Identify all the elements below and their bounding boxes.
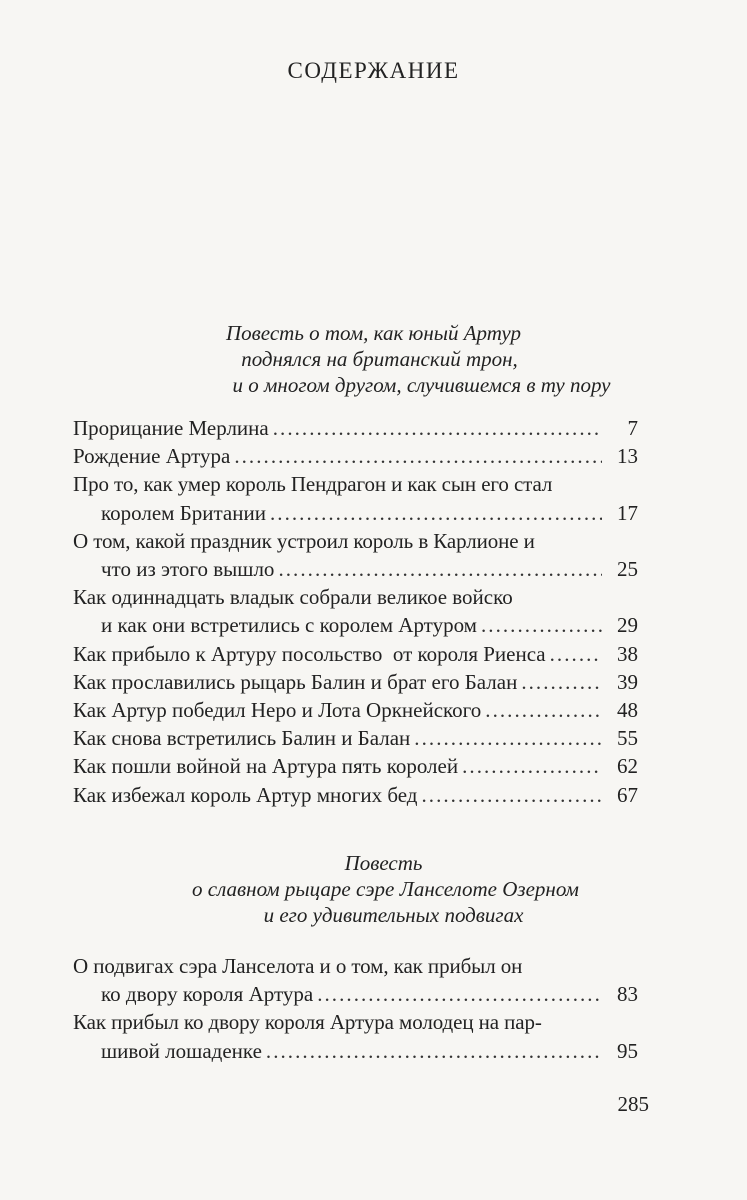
leader-dots	[278, 555, 602, 583]
page-number: 17	[617, 500, 638, 525]
leader-dots	[266, 1037, 602, 1065]
toc-entry[interactable]	[73, 414, 638, 442]
part-title-line: Повесть о том, как юный Артур	[226, 321, 521, 345]
toc-entry[interactable]	[73, 1008, 638, 1064]
leader-dots	[414, 724, 602, 752]
leader-dots	[273, 414, 602, 442]
entry-title: Как Артур победил Неро и Лота Оркнейского	[73, 698, 482, 723]
toc-entry[interactable]	[73, 470, 638, 526]
toc-entry[interactable]	[73, 696, 638, 724]
part-1-title	[0, 320, 747, 398]
page-number: 38	[617, 641, 638, 666]
entry-title: Прорицание Мерлина	[73, 416, 269, 440]
part-2-toc	[73, 952, 638, 1065]
entry-title: Про то, как умер король Пендрагон и как сын его стал	[73, 472, 553, 497]
leader-dots	[521, 668, 602, 696]
page-number: 13	[617, 444, 638, 469]
page-number: 83	[617, 982, 638, 1007]
entry-title: Как одиннадцать владык собрали великое войско	[73, 585, 513, 610]
entry-title-continued: что из этого вышло	[101, 557, 275, 582]
leader-dots	[481, 611, 602, 639]
toc-entry[interactable]	[73, 724, 638, 752]
entry-title: Как прославились рыцарь Балин и брат его Балан	[73, 669, 518, 694]
entry-title: О том, какой праздник устроил король в Карлионе и	[73, 528, 535, 553]
leader-dots	[550, 640, 602, 668]
page-number: 55	[617, 726, 638, 751]
page-folio: 285	[617, 1092, 649, 1116]
entry-title: Как снова встретились Балин и Балан	[73, 726, 411, 751]
page-number: 48	[617, 698, 638, 723]
entry-title: Как пошли войной на Артура пять королей	[73, 754, 459, 779]
contents-heading: СОДЕРЖАНИЕ	[287, 58, 460, 83]
leader-dots	[270, 499, 602, 527]
leader-dots	[234, 442, 602, 470]
page-number: 25	[617, 557, 638, 582]
page-number: 39	[617, 669, 638, 694]
leader-dots	[485, 696, 602, 724]
entry-title: Как избежал король Артур многих бед	[73, 782, 418, 807]
leader-dots	[462, 752, 602, 780]
entry-title: Как прибыл ко двору короля Артура молодец на пар-	[73, 1010, 542, 1035]
entry-title: Рождение Артура	[73, 444, 231, 469]
toc-entry[interactable]	[73, 527, 638, 583]
part-title-line: и его удивительных подвигах	[263, 903, 524, 927]
toc-entry[interactable]	[73, 668, 638, 696]
entry-title-continued: королем Британии	[101, 500, 266, 525]
part-title-line: и о многом другом, случившемся в ту пору	[232, 373, 611, 397]
entry-title-continued: шивой лошаденке	[101, 1038, 262, 1063]
part-title-line: поднялся на британский трон,	[241, 347, 518, 371]
toc-entry[interactable]	[73, 781, 638, 809]
toc-entry[interactable]	[73, 583, 638, 639]
page-number: 95	[617, 1038, 638, 1063]
page-number: 67	[617, 782, 638, 807]
leader-dots	[317, 980, 602, 1008]
part-title-line: Повесть	[344, 851, 423, 875]
toc-entry[interactable]	[73, 442, 638, 470]
page-number: 7	[627, 416, 638, 440]
leader-dots	[421, 781, 602, 809]
part-title-line: о славном рыцаре сэре Ланселоте Озерном	[192, 877, 579, 901]
toc-entry[interactable]	[73, 952, 638, 1008]
toc-entry[interactable]	[73, 752, 638, 780]
entry-title-continued: ко двору короля Артура	[101, 982, 314, 1007]
page-number: 29	[617, 613, 638, 638]
page-number: 62	[617, 754, 638, 779]
part-1-toc	[73, 414, 638, 809]
entry-title: Как прибыло к Артуру посольство от короля Риенса	[73, 641, 546, 666]
entry-title-continued: и как они встретились с королем Артуром	[101, 613, 477, 638]
part-2-title	[0, 850, 747, 928]
entry-title: О подвигах сэра Ланселота и о том, как прибыл он	[73, 954, 523, 978]
toc-entry[interactable]	[73, 640, 638, 668]
